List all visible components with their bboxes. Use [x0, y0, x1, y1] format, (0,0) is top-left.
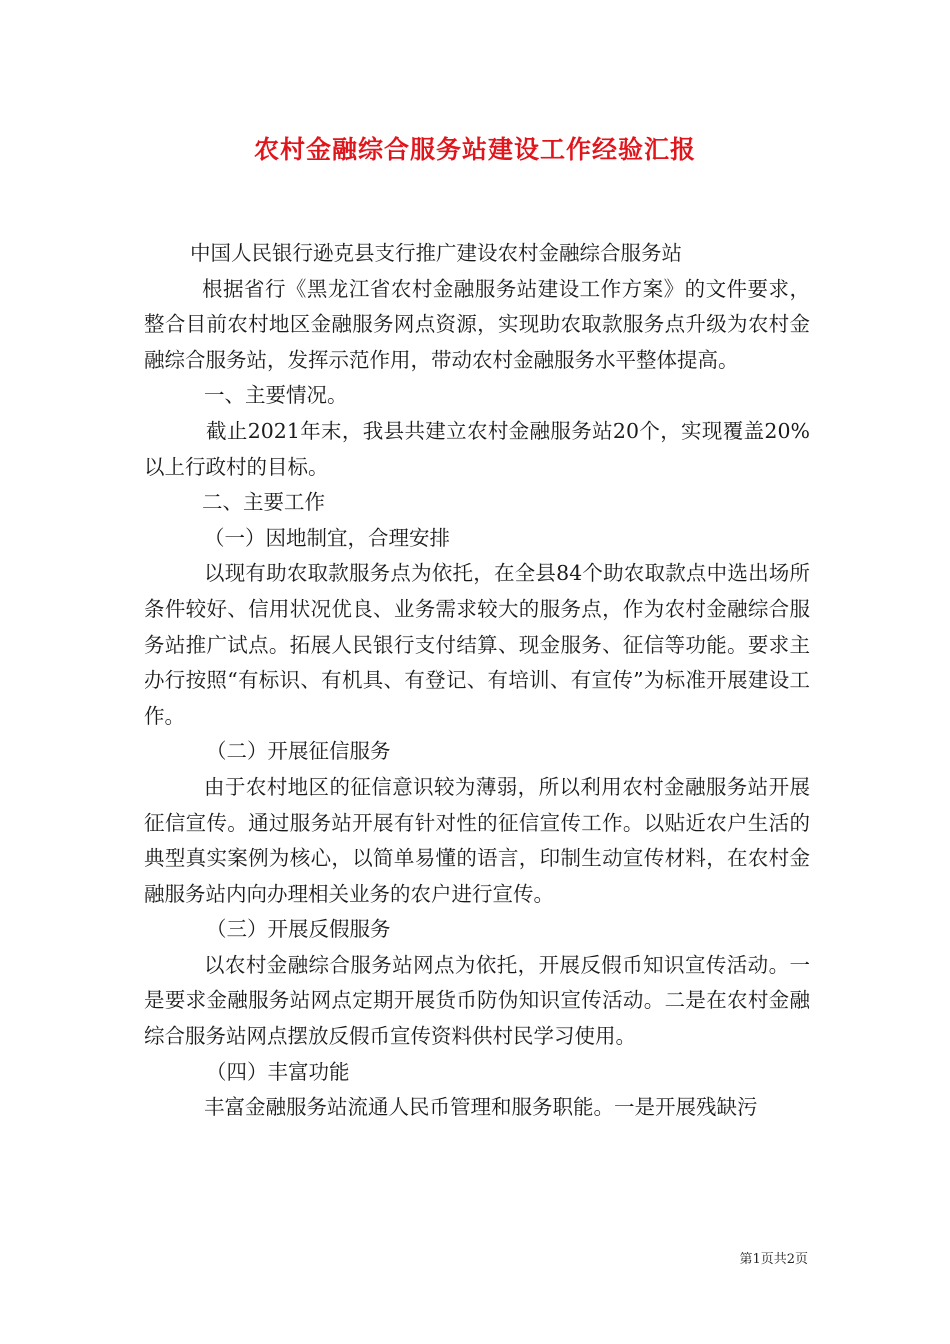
paragraph-subsection-1: 以现有助农取款服务点为依托，在全县84个助农取款点中选出场所条件较好、信用状况优良、业务需求较大的服务点，作为农村金融综合服务站推广试点。拓展人民银行支付结算、现金服务、征信等功能。要求主办行按照“有标识、有机具、有登记、有培训、有宣传”为标准开展建设工作。 — [144, 561, 810, 728]
page-number: 第1页共2页 — [739, 1252, 808, 1267]
heading-section-1: 一、主要情况。 — [204, 383, 348, 408]
paragraph-subsection-4: 丰富金融服务站流通人民币管理和服务职能。一是开展残缺污 — [204, 1095, 758, 1120]
paragraph-subsection-2: 由于农村地区的征信意识较为薄弱，所以利用农村金融服务站开展征信宣传。通过服务站开展有针对性的征信宣传工作。以贴近农户生活的典型真实案例为核心，以简单易懂的语言，印制生动宣传材料，在农村金融服务站内向办理相关业务的农户进行宣传。 — [144, 774, 810, 906]
paragraph-situation: 截止2021年末，我县共建立农村金融服务站20个，实现覆盖20%以上行政村的目标。 — [144, 418, 810, 479]
heading-subsection-2: （二）开展征信服务 — [206, 739, 391, 764]
document-title: 农村金融综合服务站建设工作经验汇报 — [253, 135, 696, 164]
heading-section-2: 二、主要工作 — [202, 490, 325, 515]
heading-subsection-3: （三）开展反假服务 — [206, 917, 391, 942]
document-body — [144, 236, 810, 1126]
paragraph-intro: 根据省行《黑龙江省农村金融服务站建设工作方案》的文件要求，整合目前农村地区金融服务网点资源，实现助农取款服务点升级为农村金融综合服务站，发挥示范作用，带动农村金融服务水平整体提高。 — [144, 276, 810, 372]
paragraph-subtitle: 中国人民银行逊克县支行推广建设农村金融综合服务站 — [190, 241, 682, 265]
heading-subsection-1: （一）因地制宜，合理安排 — [204, 525, 450, 550]
paragraph-subsection-3: 以农村金融综合服务站网点为依托，开展反假币知识宣传活动。一是要求金融服务站网点定期开展货币防伪知识宣传活动。二是在农村金融综合服务站网点摆放反假币宣传资料供村民学习使用。 — [144, 952, 810, 1049]
heading-subsection-4: （四）丰富功能 — [206, 1059, 350, 1084]
